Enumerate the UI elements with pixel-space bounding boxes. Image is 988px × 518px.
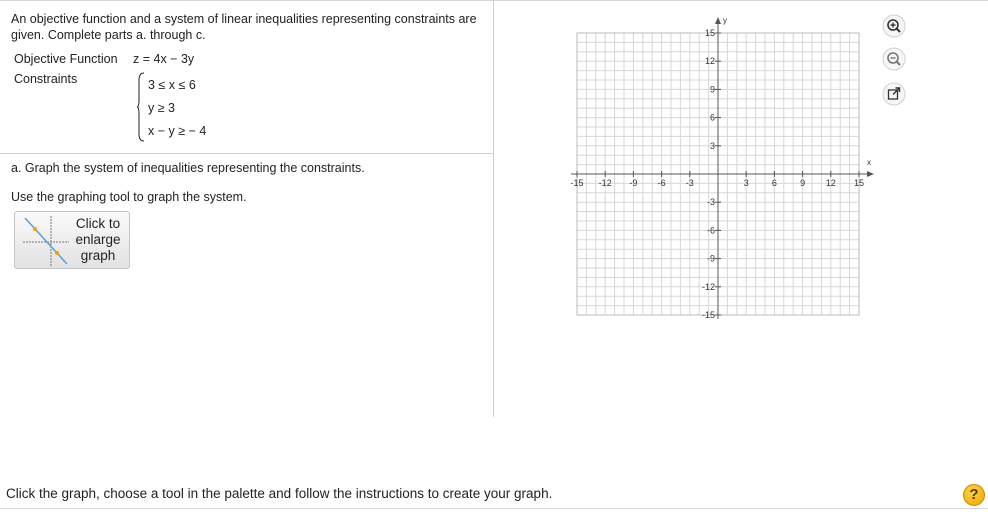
part-a-prompt: a. Graph the system of inequalities representing the constraints. <box>11 161 365 175</box>
x-tick-label: 15 <box>853 178 865 188</box>
enlarge-graph-label: Click to enlarge graph <box>75 216 121 263</box>
y-tick-label: -3 <box>706 197 715 208</box>
y-tick-label: -6 <box>706 225 715 236</box>
y-axis-arrow <box>715 17 721 24</box>
y-tick-label: 12 <box>704 56 715 67</box>
x-tick-label: 12 <box>825 178 836 188</box>
popout-icon[interactable] <box>882 82 906 106</box>
footer-instruction: Click the graph, choose a tool in the palette and follow the instructions to create your graph. <box>6 486 553 501</box>
x-tick-label: -15 <box>570 178 584 188</box>
zoom-in-icon[interactable] <box>882 14 906 38</box>
x-axis-label: x <box>867 158 871 167</box>
question-panel <box>0 1 494 417</box>
objective-label: Objective Function <box>14 52 118 66</box>
problem-intro: An objective function and a system of linear inequalities representing constraints are given. Complete parts a. through c. <box>11 12 477 42</box>
x-tick-label: -9 <box>629 178 638 188</box>
part-a-instruction: Use the graphing tool to graph the system. <box>11 190 247 204</box>
coordinate-graph[interactable] <box>560 12 880 324</box>
constraint-3: x − y ≥ − 4 <box>148 124 207 138</box>
y-tick-label: 6 <box>709 112 715 123</box>
x-tick-label: -3 <box>685 178 694 188</box>
y-axis-label: y <box>723 16 727 25</box>
x-tick-label: 9 <box>800 178 806 188</box>
y-tick-label: -9 <box>706 253 715 264</box>
enlarge-graph-button[interactable] <box>14 211 130 269</box>
section-divider <box>0 153 493 154</box>
constraint-1: 3 ≤ x ≤ 6 <box>148 78 196 92</box>
x-tick-label: -12 <box>598 178 612 188</box>
constraint-2: y ≥ 3 <box>148 101 176 115</box>
zoom-out-icon[interactable] <box>882 47 906 71</box>
y-tick-label: 9 <box>709 84 715 95</box>
y-tick-label: -15 <box>701 310 715 320</box>
x-axis-arrow <box>867 171 874 177</box>
bottom-divider <box>0 508 988 509</box>
objective-expression: z = 4x − 3y <box>133 52 195 66</box>
x-tick-label: -6 <box>657 178 666 188</box>
y-tick-label: -12 <box>701 281 715 292</box>
constraints-label: Constraints <box>14 72 78 86</box>
x-tick-label: 3 <box>743 178 749 188</box>
graph-thumbnail-icon <box>23 216 69 266</box>
help-button[interactable]: ? <box>963 484 985 506</box>
y-tick-label: 15 <box>704 28 715 38</box>
constraints-brace <box>137 72 145 142</box>
x-tick-label: 6 <box>771 178 777 188</box>
y-tick-label: 3 <box>709 140 715 151</box>
